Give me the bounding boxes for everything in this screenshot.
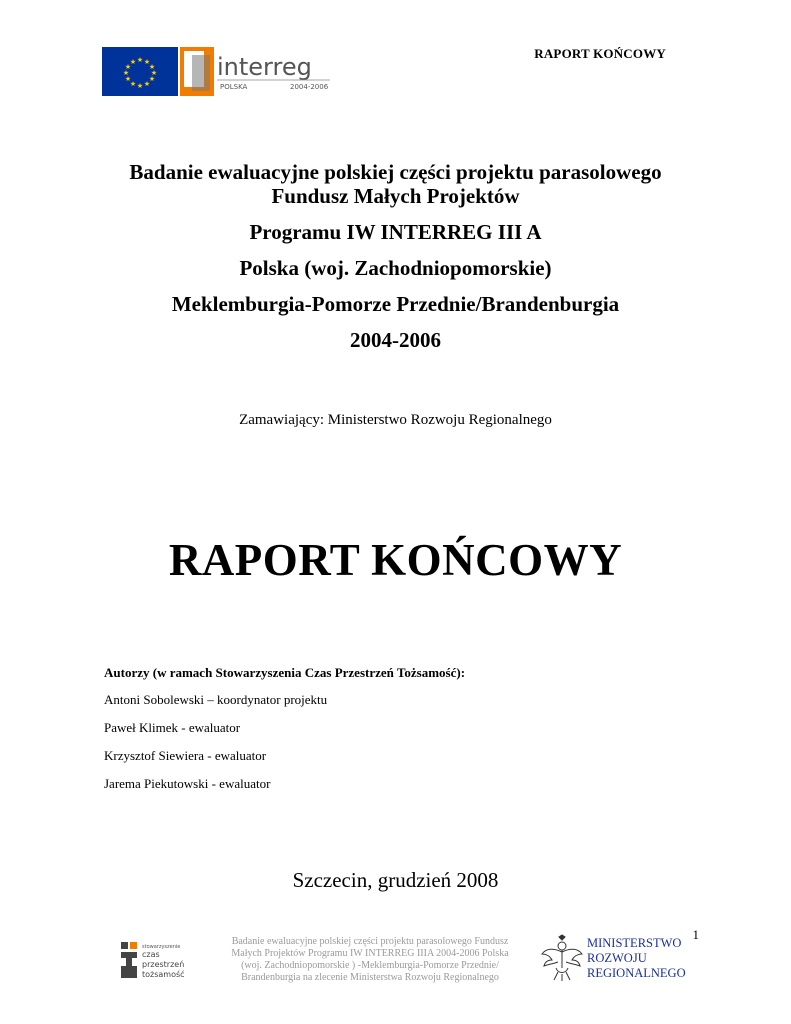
svg-text:★: ★ — [124, 75, 132, 83]
footer-line: Małych Projektów Programu IW INTERREG IIIA 2004-2006 Polska — [231, 948, 509, 959]
title-line-3: Programu IW INTERREG III A — [249, 220, 542, 244]
author-item: Antoni Sobolewski – koordynator projektu — [104, 692, 328, 707]
place-date: Szczecin, grudzień 2008 — [292, 868, 499, 892]
footer-line: (woj. Zachodniopomorskie ) -Meklemburgia-Pomorze Przednie/ — [241, 960, 499, 971]
svg-text:stowarzyszenie: stowarzyszenie — [142, 944, 181, 950]
title-line-2: Fundusz Małych Projektów — [271, 184, 520, 208]
author-item: Paweł Klimek - ewaluator — [104, 720, 241, 735]
svg-text:przestrzeń: przestrzeń — [142, 960, 185, 969]
svg-text:★: ★ — [143, 58, 151, 66]
ministry-line: REGIONALNEGO — [587, 966, 686, 980]
page-number: 1 — [692, 927, 699, 942]
footer-line: Badanie ewaluacyjne polskiej części projektu parasolowego Fundusz — [231, 936, 509, 947]
svg-text:★: ★ — [122, 69, 130, 77]
svg-text:★: ★ — [129, 58, 137, 66]
eu-flag-logo — [102, 47, 178, 96]
svg-text:★: ★ — [143, 80, 151, 88]
ministry-line: MINISTERSTWO — [587, 936, 682, 950]
author-item: Jarema Piekutowski - ewaluator — [104, 776, 271, 791]
ministry-line: ROZWOJU — [587, 951, 647, 965]
svg-text:tożsamość: tożsamość — [142, 970, 185, 979]
title-line-5: Meklemburgia-Pomorze Przednie/Brandenburgia — [171, 292, 620, 316]
authors-section — [104, 665, 465, 792]
document-title — [0, 160, 791, 352]
svg-text:POLSKA: POLSKA — [220, 83, 248, 91]
svg-text:czas: czas — [142, 950, 160, 959]
svg-text:★: ★ — [129, 80, 137, 88]
title-line-4: Polska (woj. Zachodniopomorskie) — [239, 256, 552, 280]
title-line-6: 2004-2006 — [350, 328, 441, 352]
author-item: Krzysztof Siewiera - ewaluator — [104, 748, 267, 763]
header-report-label: RAPORT KOŃCOWY — [534, 46, 666, 61]
stowarzyszenie-logo — [118, 940, 198, 982]
svg-text:★: ★ — [148, 75, 156, 83]
ministry-logo-text — [587, 936, 686, 981]
svg-text:★: ★ — [136, 56, 144, 64]
footer-line: Brandenburgia na zlecenie Ministerstwa Rozwoju Regionalnego — [241, 972, 499, 983]
eagle-emblem-icon — [540, 934, 584, 982]
title-line-1: Badanie ewaluacyjne polskiej części projektu parasolowego — [129, 160, 662, 184]
svg-text:2004-2006: 2004-2006 — [290, 83, 329, 91]
footer-description — [222, 936, 518, 984]
interreg-logo — [180, 47, 332, 96]
authors-heading: Autorzy (w ramach Stowarzyszenia Czas Przestrzeń Tożsamość): — [104, 665, 466, 680]
svg-text:★: ★ — [136, 82, 144, 90]
svg-text:★: ★ — [150, 69, 158, 77]
ordering-party: Zamawiający: Ministerstwo Rozwoju Regionalnego — [239, 412, 552, 428]
svg-text:interreg: interreg — [217, 53, 312, 81]
main-title: RAPORT KOŃCOWY — [168, 535, 623, 585]
svg-text:★: ★ — [148, 63, 156, 71]
svg-text:★: ★ — [124, 63, 132, 71]
